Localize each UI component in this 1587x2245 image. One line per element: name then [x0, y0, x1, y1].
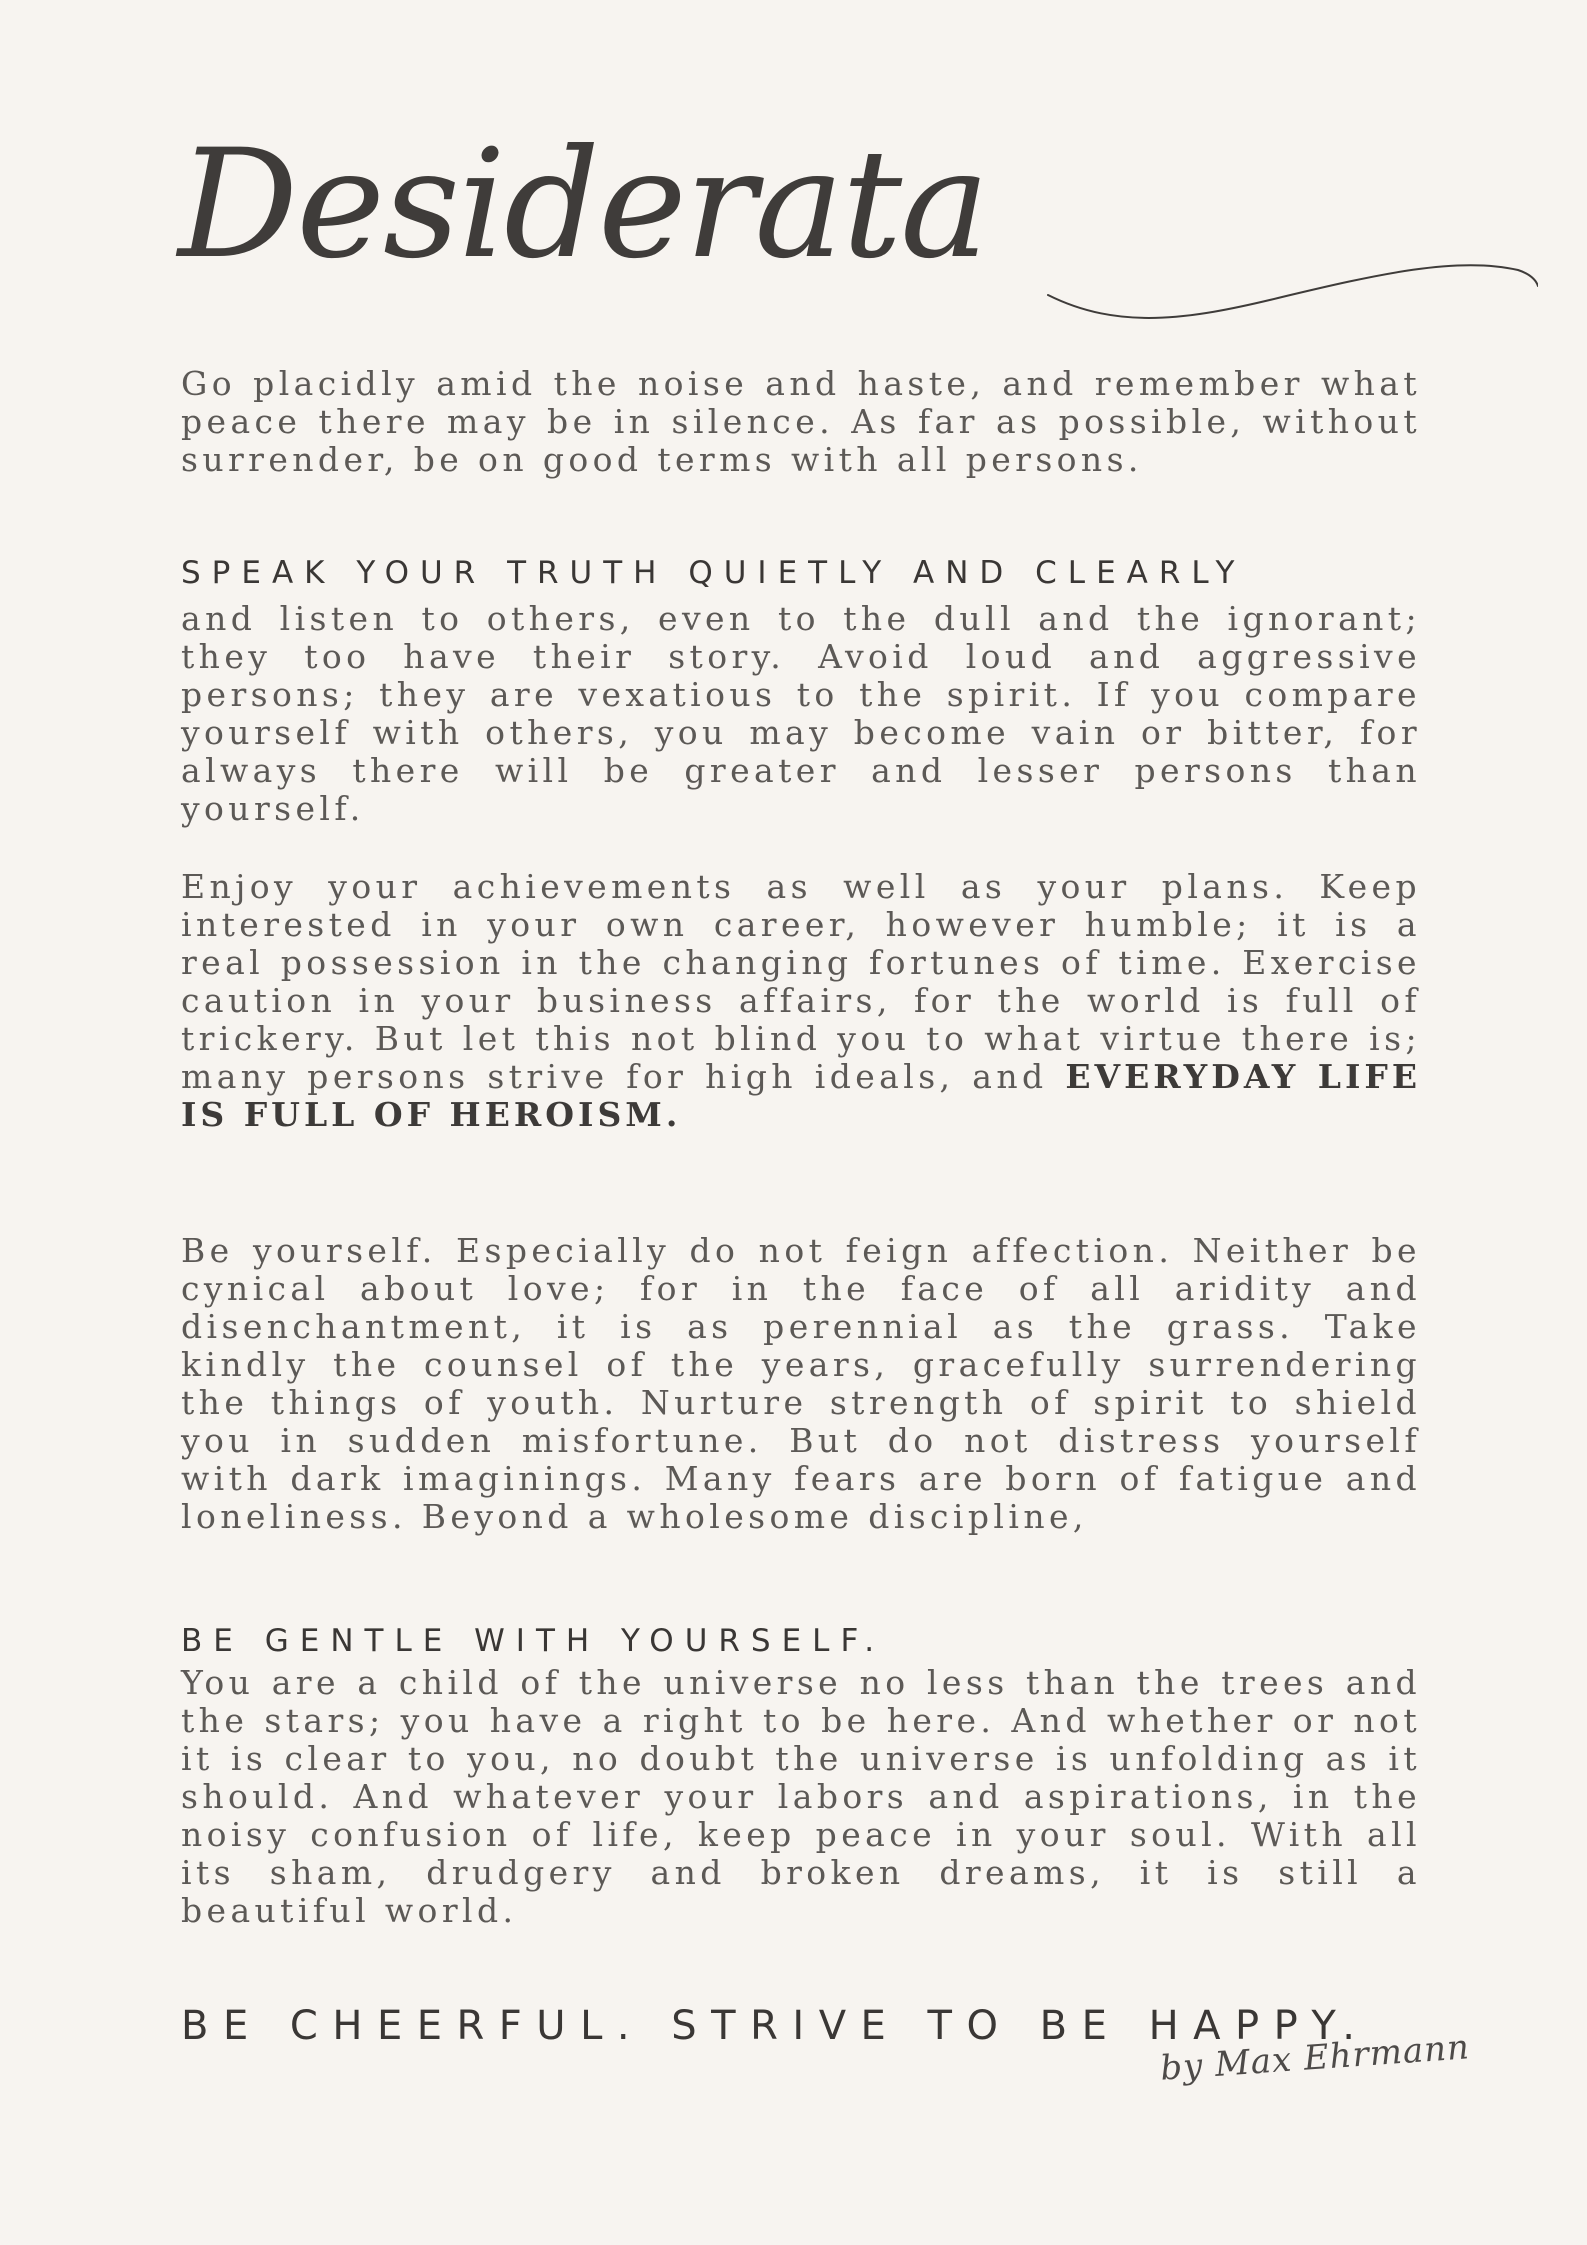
paragraph-achievements-text: Enjoy your achievements as well as your plans. Keep interested in your own career, however humble; it is a real possession in the changing fortunes of time. Exercise caution in your business affairs, for the world is full of trickery. But let this not blind you to what virtue there is; many persons strive for high ideals, and: [181, 867, 1421, 1096]
paragraph-be-yourself: Be yourself. Especially do not feign affection. Neither be cynical about love; for in the face of all aridity and disenchantment, it is as perennial as the grass. Take kindly the counsel of the years, gracefully surrendering the things of youth. Nurture strength of spirit to shield you in sudden misfortune. But do not distress yourself with dark imaginings. Many fears are born of fatigue and loneliness. Beyond a wholesome discipline,: [181, 1231, 1421, 1536]
heading-be-cheerful: BE CHEERFUL. STRIVE TO BE HAPPY.: [181, 2003, 1370, 2049]
paragraph-listen-to-others: and listen to others, even to the dull and the ignorant; they too have their story. Avoid loud and aggressive persons; they are vexatious to the spirit. If you compare yourself with others, you may become vain or bitter, for always there will be greater and lesser persons than yourself.: [181, 599, 1421, 828]
title-swash-flourish: [858, 200, 1538, 320]
paragraph-achievements: [181, 868, 1421, 1134]
paragraph-intro: Go placidly amid the noise and haste, and remember what peace there may be in silence. As far as possible, without surrender, be on good terms with all persons.: [181, 364, 1421, 479]
author-signature: by Max Ehrmann: [1158, 2027, 1472, 2089]
title-block: [178, 118, 1378, 360]
heading-be-gentle: BE GENTLE WITH YOURSELF.: [181, 1623, 886, 1659]
heading-speak-your-truth: SPEAK YOUR TRUTH QUIETLY AND CLEARLY: [181, 555, 1246, 591]
emphasis-everyday-heroism: EVERYDAY LIFE IS FULL OF HEROISM.: [181, 1057, 1421, 1134]
page-title: Desiderata: [178, 118, 988, 292]
paragraph-child-of-universe: You are a child of the universe no less than the trees and the stars; you have a right to be here. And whether or not it is clear to you, no doubt the universe is unfolding as it should. And whatever your labors and aspirations, in the noisy confusion of life, keep peace in your soul. With all its sham, drudgery and broken dreams, it is still a beautiful world.: [181, 1663, 1421, 1930]
